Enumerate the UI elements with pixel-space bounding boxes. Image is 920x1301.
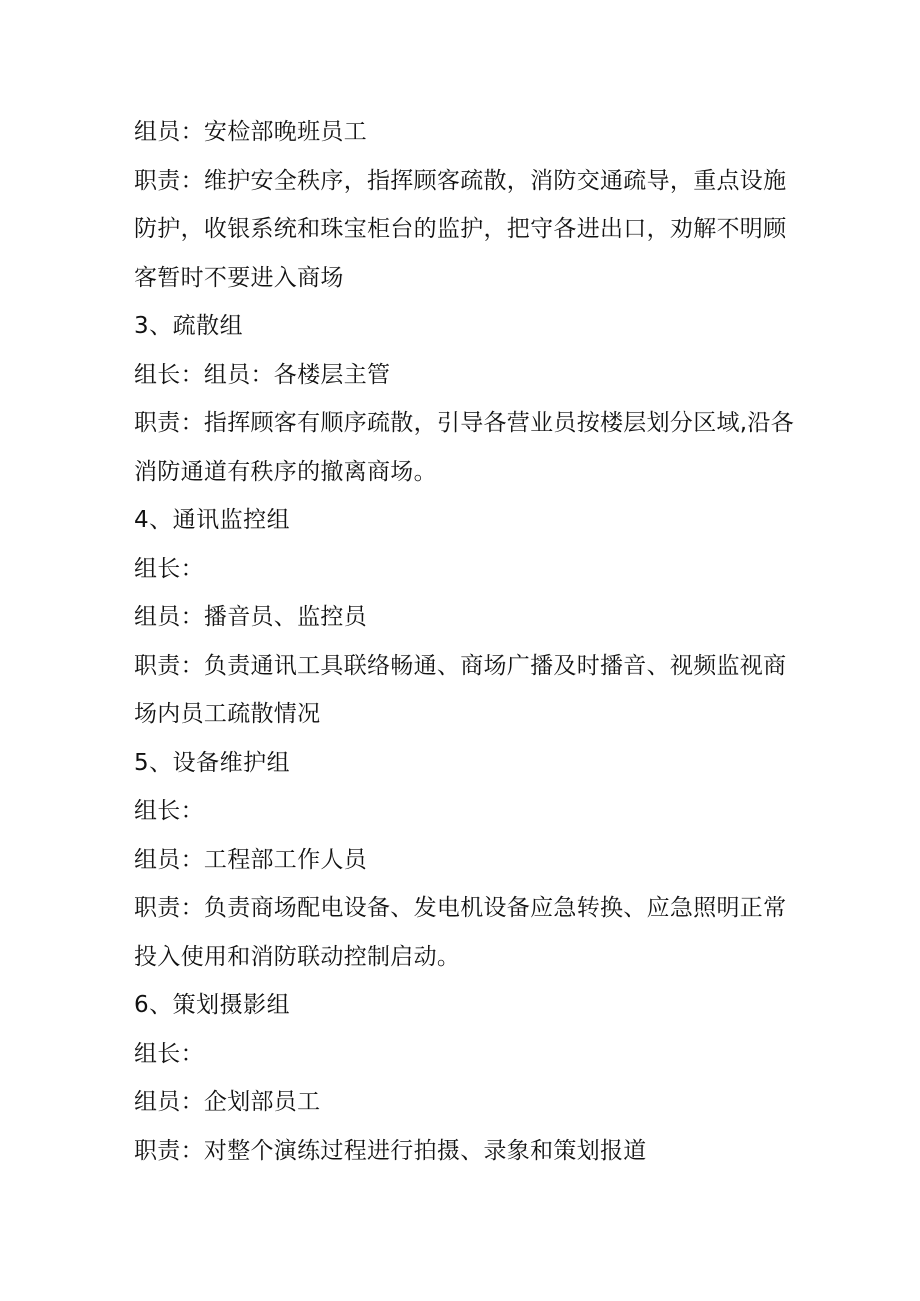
leader-member-line: 组长：组员：各楼层主管 xyxy=(134,361,391,388)
leader-line: 组长： xyxy=(134,1040,204,1067)
duty-line-continued: 客暂时不要进入商场 xyxy=(134,264,344,291)
section-heading-communication: 4、通讯监控组 xyxy=(134,507,291,533)
section-heading-equipment: 5、设备维护组 xyxy=(134,749,291,776)
member-line: 组员：工程部工作人员 xyxy=(134,846,367,873)
duty-line: 职责：负责商场配电设备、发电机设备应急转换、应急照明正常 xyxy=(134,895,787,921)
duty-line-continued: 场内员工疏散情况 xyxy=(134,701,321,727)
leader-line: 组长： xyxy=(134,555,204,582)
duty-line: 职责：指挥顾客有顺序疏散，引导各营业员按楼层划分区域,沿各 xyxy=(134,410,795,436)
duty-line: 职责：维护安全秩序，指挥顾客疏散，消防交通疏导，重点设施 xyxy=(134,167,787,194)
duty-line: 职责：对整个演练过程进行拍摄、录象和策划报道 xyxy=(134,1137,647,1164)
section-heading-planning: 6、策划摄影组 xyxy=(134,992,291,1018)
duty-line-continued: 防护，收银系统和珠宝柜台的监护，把守各进出口，劝解不明顾 xyxy=(134,216,787,242)
duty-line-continued: 投入使用和消防联动控制启动。 xyxy=(134,943,461,970)
duty-line-continued: 消防通道有秩序的撤离商场。 xyxy=(134,458,437,485)
duty-line: 职责：负责通讯工具联络畅通、商场广播及时播音、视频监视商 xyxy=(134,652,787,679)
leader-line: 组长： xyxy=(134,798,204,824)
member-line: 组员：安检部晚班员工 xyxy=(134,119,367,145)
member-line: 组员：播音员、监控员 xyxy=(134,604,367,630)
member-line: 组员：企划部员工 xyxy=(134,1089,321,1115)
section-heading-evacuation: 3、疏散组 xyxy=(134,313,244,339)
document-body xyxy=(134,108,814,1175)
